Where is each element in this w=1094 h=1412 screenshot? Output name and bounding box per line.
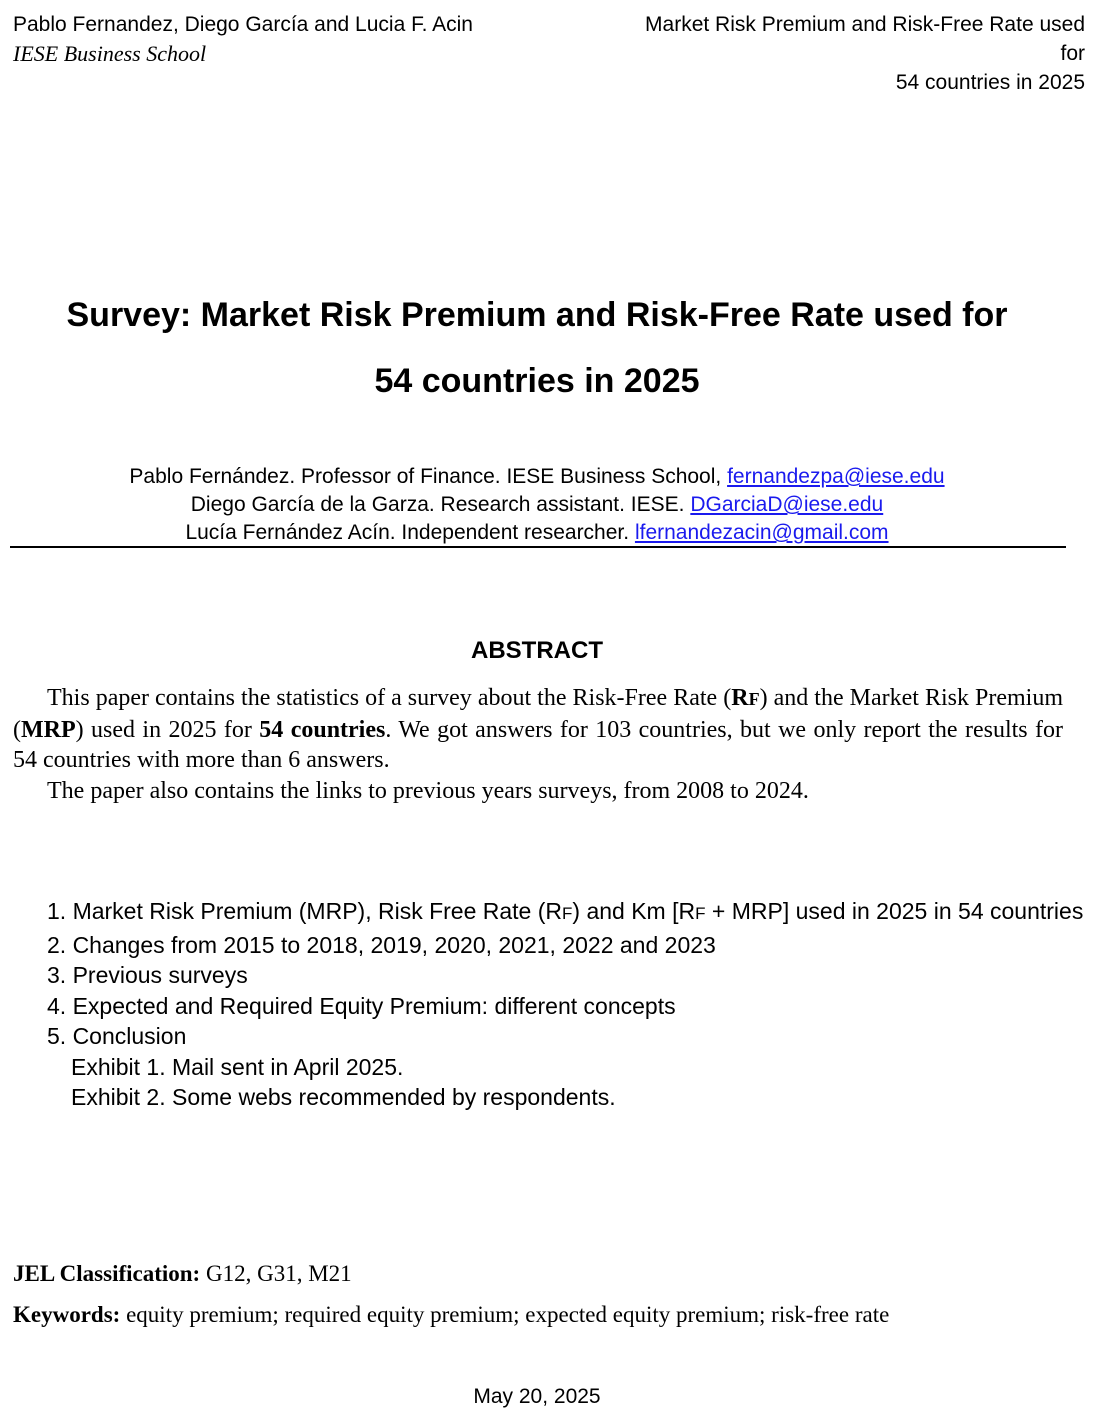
jel-classification: JEL Classification: G12, G31, M21 — [13, 1261, 352, 1286]
running-header-right — [615, 10, 1085, 97]
author-email-link[interactable]: DGarciaD@iese.edu — [690, 493, 884, 516]
author-block — [0, 463, 1074, 547]
header-institution: IESE Business School — [13, 41, 207, 66]
abstract-paragraph: The paper also contains the links to previous years surveys, from 2008 to 2024. — [47, 777, 809, 804]
contents-exhibit: Exhibit 2. Some webs recommended by respondents. — [71, 1084, 616, 1110]
title-line2: 54 countries in 2025 — [374, 362, 700, 400]
author-line — [0, 519, 1074, 547]
abstract-paragraph: This paper contains the statistics of a survey about the Risk-Free Rate (RF) and the Market Risk Premium (MRP) used in 2025 for 54 countries. We got answers for 103 countries, but we only report the results for 54 countries with more than 6 answers. — [13, 685, 1064, 773]
contents-item: 3. Previous surveys — [47, 962, 248, 988]
paper-title — [0, 282, 1074, 414]
contents-item: 4. Expected and Required Equity Premium: different concepts — [47, 992, 676, 1019]
keywords: Keywords: equity premium; required equity premium; expected equity premium; risk-free rate — [13, 1302, 890, 1327]
author-affiliation: Diego García de la Garza. Research assistant. IESE. — [190, 493, 691, 516]
publication-date: May 20, 2025 — [473, 1385, 601, 1408]
title-line1: Survey: Market Risk Premium and Risk-Free Rate used for — [66, 296, 1008, 334]
divider-rule — [10, 546, 1066, 548]
header-title-line1: Market Risk Premium and Risk-Free Rate used for — [645, 13, 1085, 65]
author-email-link[interactable]: fernandezpa@iese.edu — [727, 465, 945, 488]
running-header-left — [13, 10, 473, 68]
author-line — [0, 491, 1074, 519]
contents-list — [47, 896, 1083, 1113]
author-email-link[interactable]: lfernandezacin@gmail.com — [634, 521, 889, 544]
abstract-heading: ABSTRACT — [471, 637, 603, 664]
contents-item: 1. Market Risk Premium (MRP), Risk Free Rate (RF) and Km [RF + MRP] used in 2025 in 54 countries — [47, 898, 1084, 924]
contents-item: 5. Conclusion — [47, 1023, 187, 1049]
author-affiliation: Lucía Fernández Acín. Independent researcher. — [185, 521, 635, 544]
header-title-line2: 54 countries in 2025 — [895, 71, 1085, 94]
author-line — [0, 463, 1074, 491]
header-authors: Pablo Fernandez, Diego García and Lucia F. Acin — [13, 13, 473, 36]
author-affiliation: Pablo Fernández. Professor of Finance. IESE Business School, — [129, 465, 728, 488]
abstract-body — [13, 683, 1063, 806]
contents-item: 2. Changes from 2015 to 2018, 2019, 2020, 2021, 2022 and 2023 — [47, 931, 716, 958]
contents-exhibit: Exhibit 1. Mail sent in April 2025. — [71, 1053, 404, 1080]
